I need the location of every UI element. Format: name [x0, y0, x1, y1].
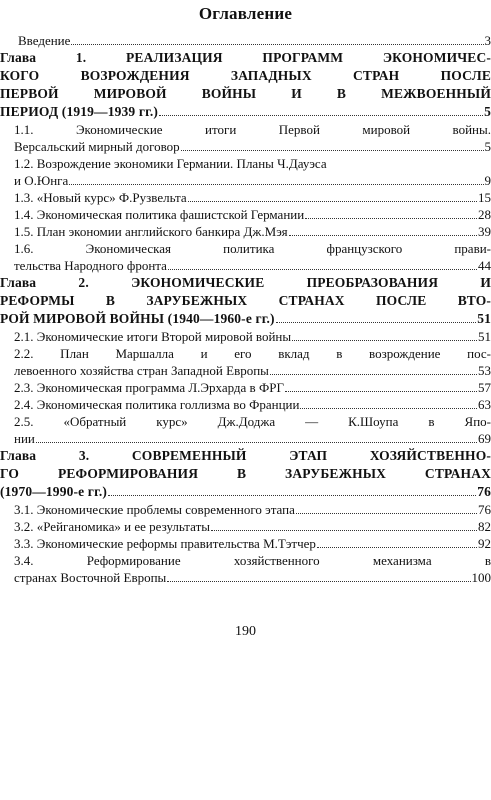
toc-entry-text: 1.3. «Новый курс» Ф.Рузвельта	[14, 190, 187, 205]
toc-page-number: 53	[478, 363, 491, 378]
toc-page-number: 76	[477, 484, 491, 499]
toc-entry-1-5[interactable]	[0, 223, 491, 240]
toc-entry-1-4[interactable]	[0, 206, 491, 223]
toc-entry-1-1-last[interactable]	[0, 138, 491, 155]
toc-page-number: 63	[478, 397, 491, 412]
toc-page-number: 51	[478, 329, 491, 344]
toc-page-number: 100	[471, 570, 491, 585]
toc-entry-text: 1.5. План экономии английского банкира Дж.Мэя	[14, 224, 288, 239]
chapter-2-heading-line[interactable]: РЕФОРМЫ В ЗАРУБЕЖНЫХ СТРАНАХ ПОСЛЕ ВТО-	[0, 293, 491, 308]
leader-dots	[69, 173, 483, 185]
toc-page-number: 3	[484, 33, 491, 48]
leader-dots	[300, 397, 477, 409]
toc-entry-2-1[interactable]	[0, 328, 491, 345]
toc-page-number: 39	[478, 224, 491, 239]
toc-entry-text: 3.2. «Рейганомика» и ее результаты	[14, 519, 210, 534]
leader-dots	[71, 33, 483, 45]
toc-page-number: 57	[478, 380, 491, 395]
toc-entry-1-6[interactable]: 1.6. Экономическая политика французского прави-	[14, 241, 491, 256]
toc-page-number: 5	[484, 139, 491, 154]
toc-entry-1-2-last[interactable]	[0, 172, 491, 189]
chapter-1-heading-line[interactable]: ПЕРВОЙ МИРОВОЙ ВОЙНЫ И В МЕЖВОЕННЫЙ	[0, 86, 491, 101]
toc-entry-3-2[interactable]	[0, 518, 491, 535]
toc-entry-text: странах Восточной Европы	[14, 570, 167, 585]
toc-entry-1-3[interactable]	[0, 189, 491, 206]
toc-entry-text: Версальский мирный договор	[14, 139, 180, 154]
leader-dots	[285, 380, 477, 392]
toc-entry-text: 1.4. Экономическая политика фашистской Германии	[14, 207, 305, 222]
toc-page-number: 44	[478, 258, 491, 273]
toc-page-number: 92	[478, 536, 491, 551]
leader-dots	[36, 431, 477, 443]
chapter-2-heading-line[interactable]: Глава 2. ЭКОНОМИЧЕСКИЕ ПРЕОБРАЗОВАНИЯ И	[0, 275, 491, 290]
toc-entry-2-4[interactable]	[0, 396, 491, 413]
toc-page-number: 51	[477, 311, 491, 326]
page-title: Оглавление	[198, 4, 293, 23]
toc-entry-2-5-last[interactable]	[0, 430, 491, 447]
toc-entry-text: 3.1. Экономические проблемы современного этапа	[14, 502, 295, 517]
toc-entry-2-2[interactable]: 2.2. План Маршалла и его вклад в возрождение пос-	[14, 346, 491, 361]
leader-dots	[317, 536, 477, 548]
toc-entry-intro[interactable]	[0, 32, 491, 49]
leader-dots	[167, 570, 470, 582]
chapter-1-heading-line[interactable]: Глава 1. РЕАЛИЗАЦИЯ ПРОГРАММ ЭКОНОМИЧЕС-	[0, 50, 491, 65]
chapter-1-heading-last[interactable]	[0, 103, 491, 121]
page-number: 190	[235, 624, 256, 639]
toc-entry-text: (1970—1990-е гг.)	[0, 484, 108, 499]
toc-entry-3-1[interactable]	[0, 501, 491, 518]
leader-dots	[211, 519, 477, 531]
toc-entry-text: нии	[14, 431, 35, 446]
toc-entry-1-6-last[interactable]	[0, 257, 491, 274]
toc-entry-text: и О.Юнга	[14, 173, 69, 188]
leader-dots	[305, 207, 477, 219]
toc-entry-3-4-last[interactable]	[0, 569, 491, 586]
toc-page-number: 69	[478, 431, 491, 446]
toc-page-number: 76	[478, 502, 491, 517]
toc-entry-text: 3.3. Экономические реформы правительства М.Тэтчер	[14, 536, 316, 551]
toc-entry-text: тельства Народного фронта	[14, 258, 167, 273]
toc-entry-text: 2.3. Экономическая программа Л.Эрхарда в ФРГ	[14, 380, 284, 395]
toc-entry-text: РОЙ МИРОВОЙ ВОЙНЫ (1940—1960-е гг.)	[0, 311, 275, 326]
toc-page-number: 28	[478, 207, 491, 222]
leader-dots	[276, 311, 476, 323]
toc-entry-1-2[interactable]: 1.2. Возрождение экономики Германии. Планы Ч.Дауэса	[14, 156, 327, 171]
toc-entry-3-3[interactable]	[0, 535, 491, 552]
toc-entry-text: 2.4. Экономическая политика голлизма во Франции	[14, 397, 300, 412]
leader-dots	[108, 484, 476, 496]
chapter-2-heading-last[interactable]	[0, 310, 491, 328]
table-of-contents	[0, 32, 491, 586]
toc-entry-2-3[interactable]	[0, 379, 491, 396]
leader-dots	[289, 224, 477, 236]
leader-dots	[296, 502, 477, 514]
chapter-3-heading-line[interactable]: ГО РЕФОРМИРОВАНИЯ В ЗАРУБЕЖНЫХ СТРАНАХ	[0, 466, 491, 481]
toc-entry-text: левоенного хозяйства стран Западной Европы	[14, 363, 269, 378]
leader-dots	[168, 258, 477, 270]
toc-page-number: 82	[478, 519, 491, 534]
toc-entry-text: ПЕРИОД (1919—1939 гг.)	[0, 104, 159, 119]
leader-dots	[270, 363, 477, 375]
toc-entry-text: Введение	[18, 33, 71, 48]
chapter-3-heading-line[interactable]: Глава 3. СОВРЕМЕННЫЙ ЭТАП ХОЗЯЙСТВЕННО-	[0, 448, 491, 463]
leader-dots	[292, 329, 477, 341]
leader-dots	[159, 104, 483, 116]
toc-entry-1-1[interactable]: 1.1. Экономические итоги Первой мировой войны.	[14, 122, 491, 137]
toc-page-number: 9	[484, 173, 491, 188]
toc-entry-2-5[interactable]: 2.5. «Обратный курс» Дж.Доджа — К.Шоупа в Япо-	[14, 414, 491, 429]
toc-page-number: 5	[484, 104, 491, 119]
toc-entry-text: 2.1. Экономические итоги Второй мировой войны	[14, 329, 292, 344]
toc-entry-3-4[interactable]: 3.4. Реформирование хозяйственного механизма в	[14, 553, 491, 568]
toc-page-number: 15	[478, 190, 491, 205]
leader-dots	[188, 190, 477, 202]
toc-entry-2-2-last[interactable]	[0, 362, 491, 379]
leader-dots	[181, 139, 484, 151]
chapter-3-heading-last[interactable]	[0, 483, 491, 501]
chapter-1-heading-line[interactable]: КОГО ВОЗРОЖДЕНИЯ ЗАПАДНЫХ СТРАН ПОСЛЕ	[0, 68, 491, 83]
